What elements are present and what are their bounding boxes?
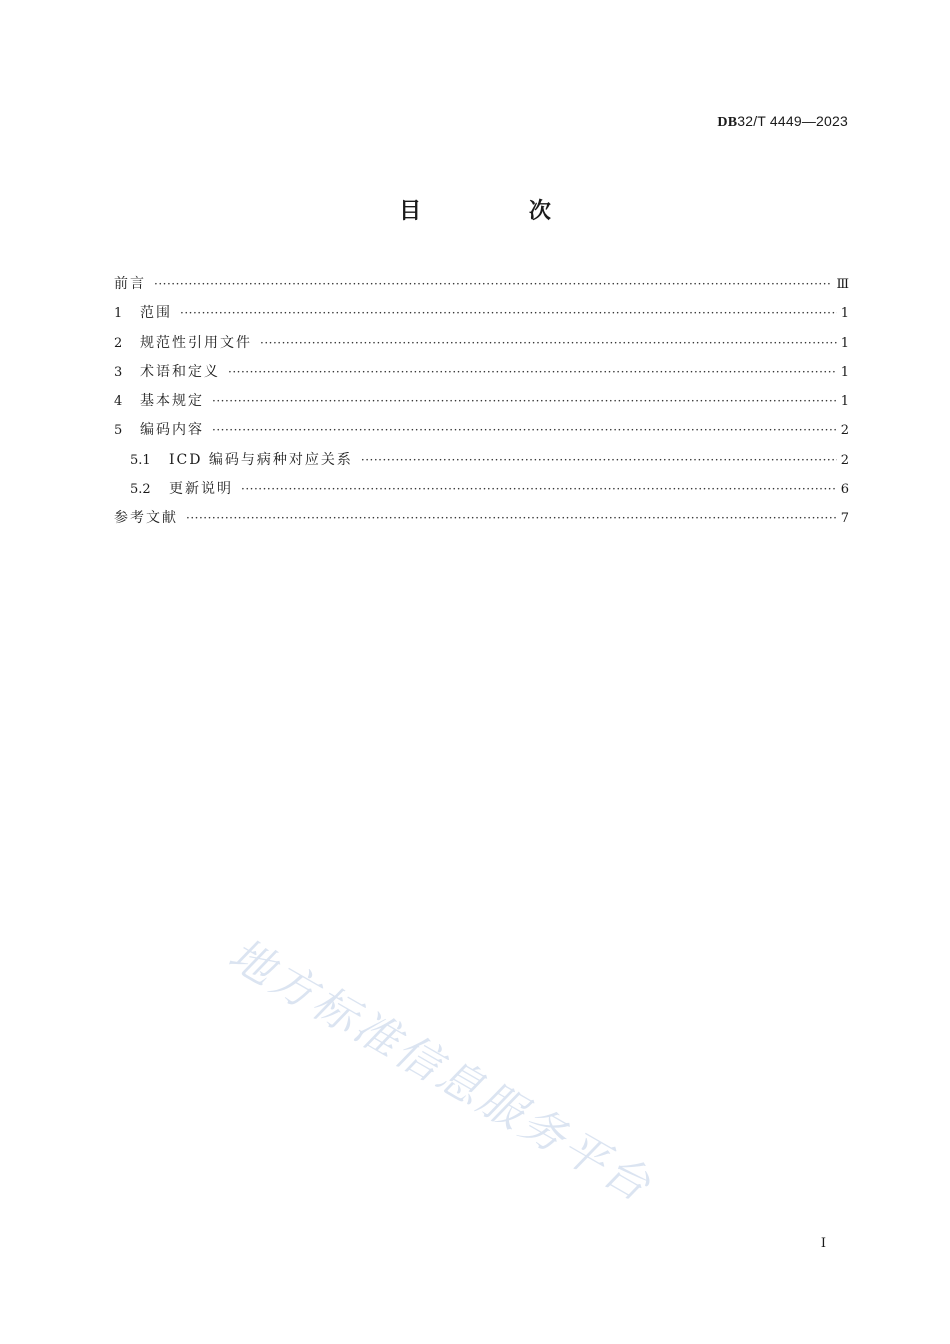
toc-entry-label: 术语和定义 bbox=[140, 363, 220, 380]
toc-entry-page: 6 bbox=[840, 482, 849, 498]
toc-leader-dots bbox=[212, 423, 837, 437]
toc-entry-label: 范围 bbox=[140, 305, 172, 322]
toc-leader-dots bbox=[212, 394, 837, 408]
toc-leader-dots bbox=[154, 277, 832, 291]
toc-entry-number: 2 bbox=[114, 335, 123, 351]
toc-entry-page: 2 bbox=[840, 452, 849, 468]
toc-entry-page: 1 bbox=[840, 364, 849, 380]
toc-entry-icd-mapping[interactable] bbox=[114, 449, 849, 478]
toc-leader-dots bbox=[260, 336, 837, 350]
table-of-contents bbox=[114, 273, 849, 537]
page-number: I bbox=[820, 1236, 826, 1251]
toc-leader-dots bbox=[241, 482, 837, 496]
toc-entry-number: 5 bbox=[114, 423, 123, 439]
toc-entry-number: 5.1 bbox=[130, 452, 151, 468]
toc-entry-label: 前言 bbox=[114, 276, 146, 292]
toc-entry-page: 1 bbox=[840, 306, 849, 322]
document-code-number: 32/T 4449—2023 bbox=[737, 113, 848, 129]
toc-entry-terms-definitions[interactable] bbox=[114, 361, 849, 390]
toc-entry-label: 更新说明 bbox=[169, 481, 233, 498]
toc-entry-update-notes[interactable] bbox=[114, 478, 849, 507]
toc-entry-label: 参考文献 bbox=[114, 510, 178, 527]
toc-entry-label: 规范性引用文件 bbox=[140, 334, 252, 351]
toc-leader-dots bbox=[180, 306, 837, 320]
toc-entry-bibliography[interactable] bbox=[114, 507, 849, 536]
toc-entry-scope[interactable] bbox=[114, 302, 849, 331]
toc-entry-number: 5.2 bbox=[130, 482, 151, 498]
toc-leader-dots bbox=[186, 511, 837, 525]
document-code-prefix: DB bbox=[717, 115, 738, 130]
toc-entry-foreword[interactable] bbox=[114, 273, 849, 302]
toc-leader-dots bbox=[361, 453, 837, 467]
toc-entry-page: 7 bbox=[840, 511, 849, 527]
toc-entry-basic-rules[interactable] bbox=[114, 390, 849, 419]
toc-entry-page: Ⅲ bbox=[836, 277, 849, 292]
toc-entry-number: 3 bbox=[114, 364, 123, 380]
toc-entry-page: 1 bbox=[840, 394, 849, 410]
toc-entry-label: 编码内容 bbox=[140, 422, 204, 439]
toc-entry-page: 1 bbox=[840, 335, 849, 351]
toc-entry-label: ICD 编码与病种对应关系 bbox=[169, 451, 353, 468]
toc-entry-label: 基本规定 bbox=[140, 393, 204, 410]
watermark: 地方标准信息服务平台 bbox=[220, 928, 662, 1213]
page-title: 目 次 bbox=[399, 199, 601, 224]
toc-entry-coding-content[interactable] bbox=[114, 419, 849, 448]
toc-entry-number: 1 bbox=[114, 306, 123, 322]
document-code bbox=[717, 113, 848, 131]
toc-entry-normative-references[interactable] bbox=[114, 332, 849, 361]
toc-entry-number: 4 bbox=[114, 394, 123, 410]
toc-entry-page: 2 bbox=[840, 423, 849, 439]
toc-leader-dots bbox=[228, 365, 837, 379]
